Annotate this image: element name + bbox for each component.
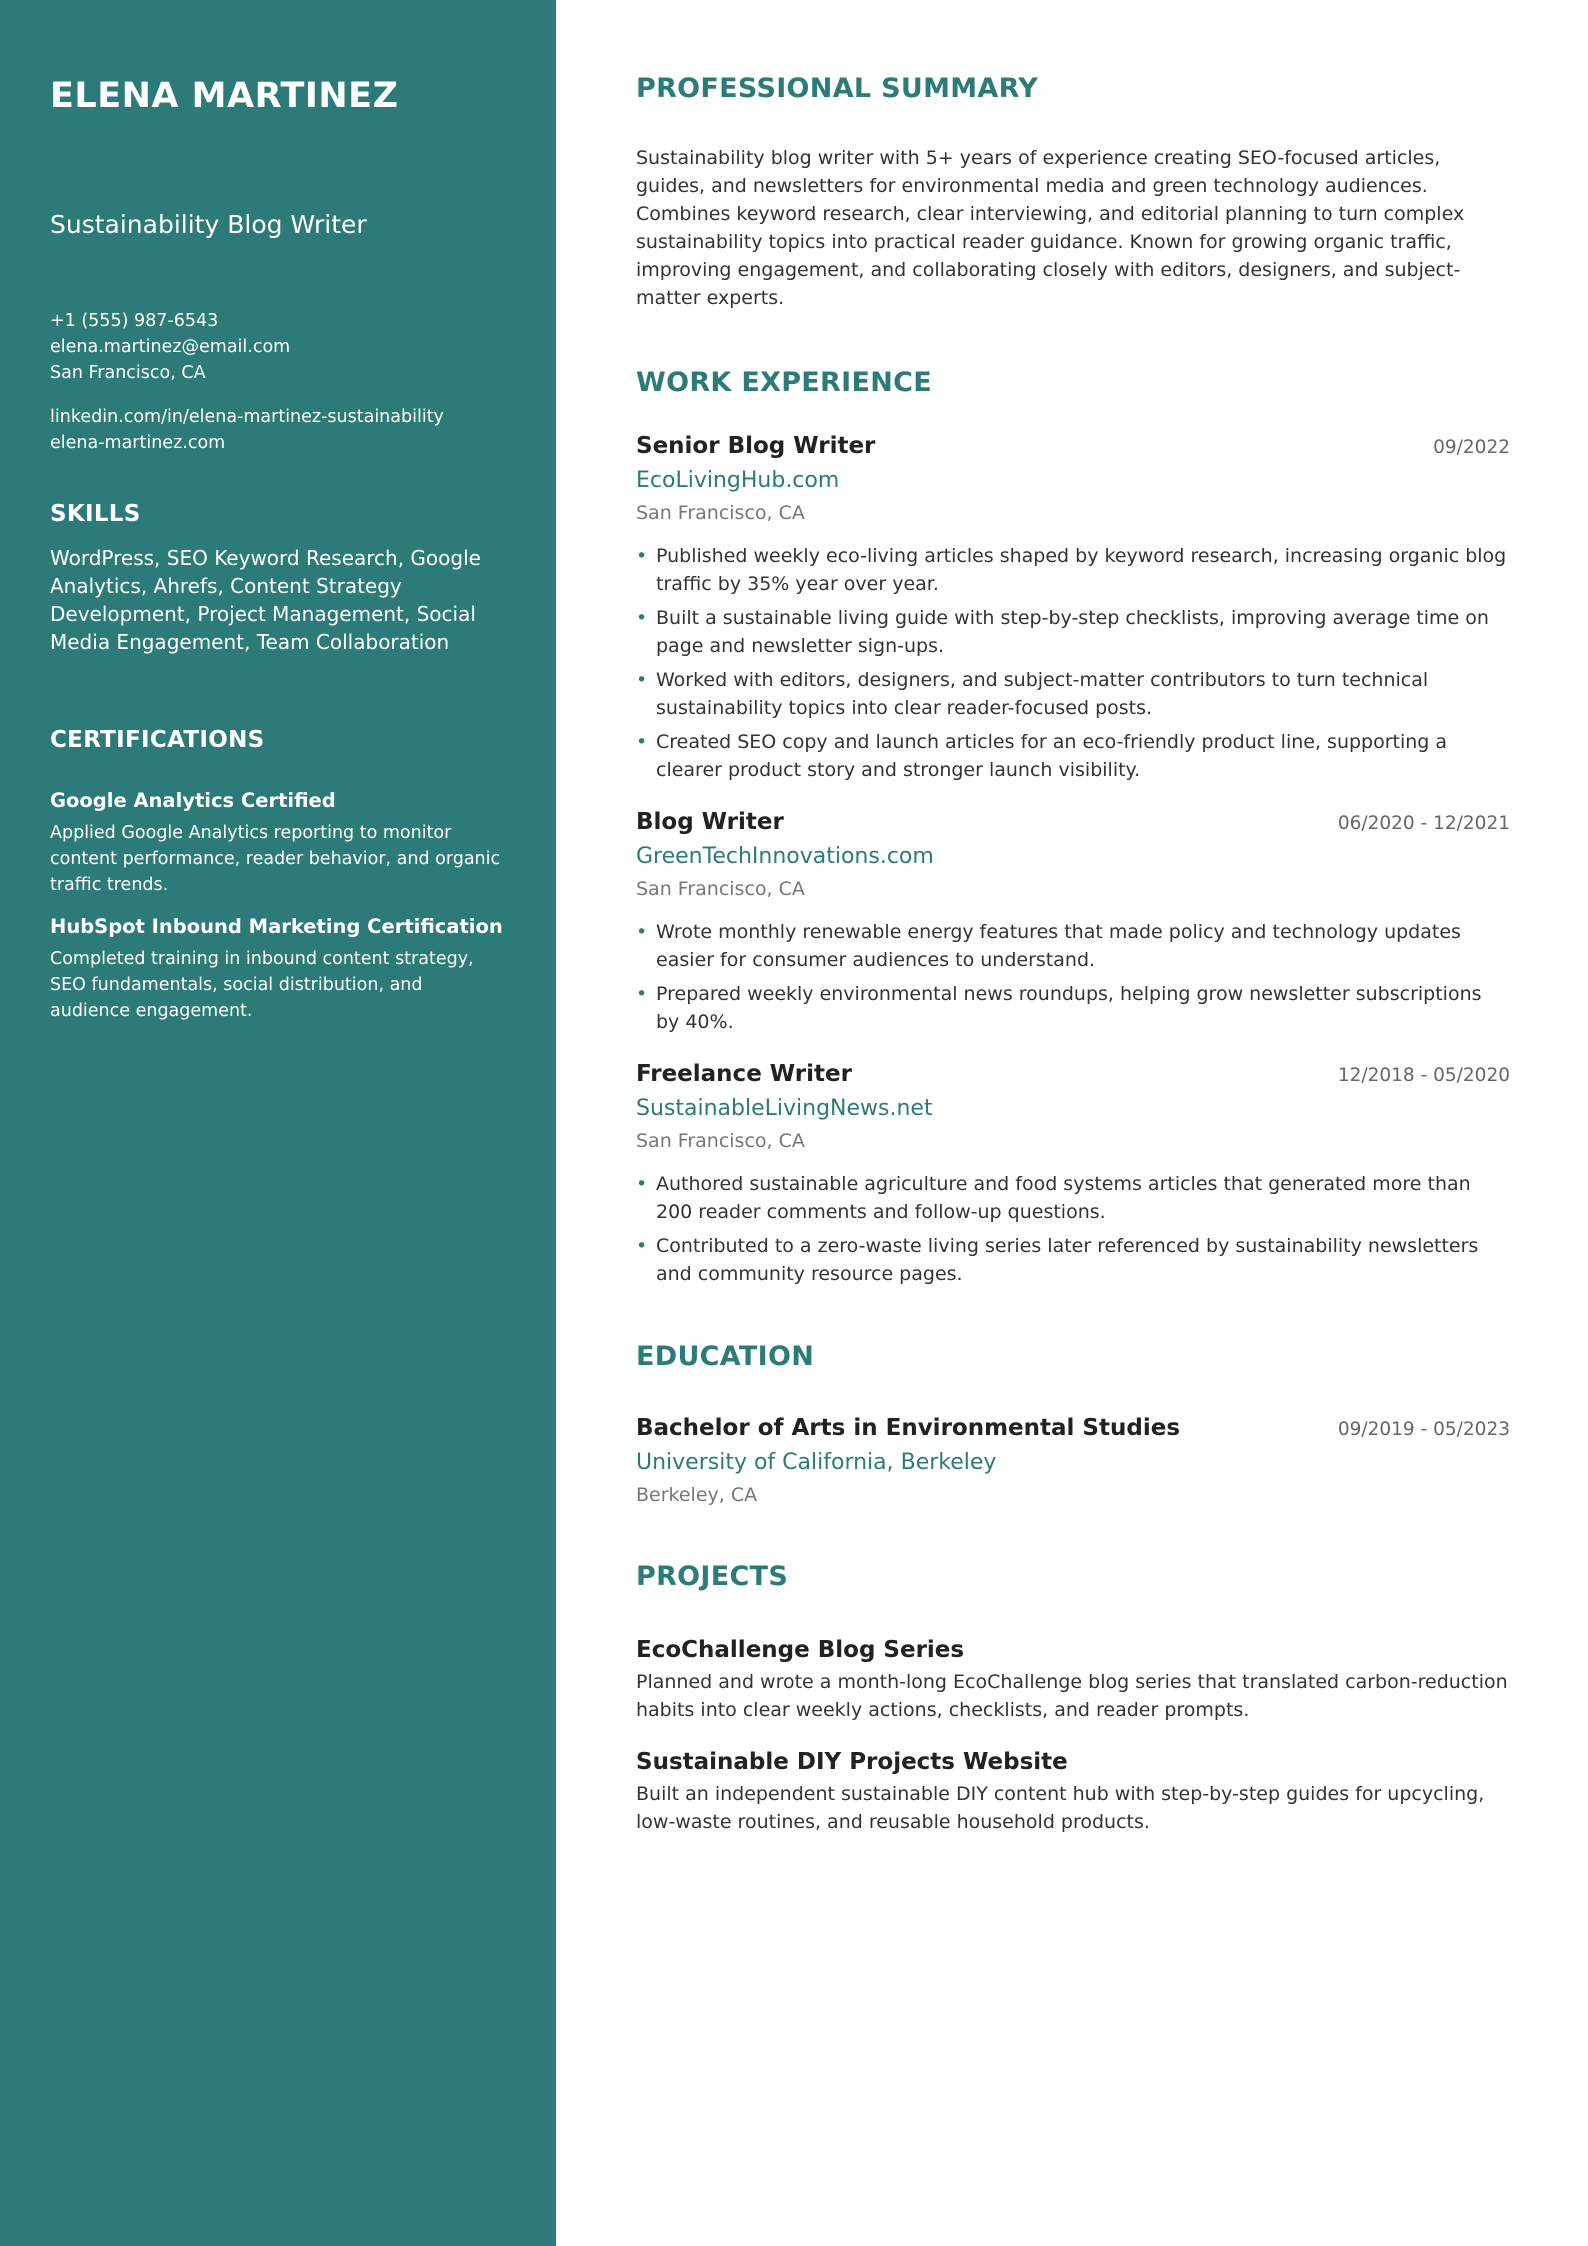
job-bullet-text: Built a sustainable living guide with step-by-step checklists, improving average time on page and newsletter sign-ups. bbox=[656, 607, 1489, 657]
job-bullet bbox=[636, 980, 1510, 1036]
certifications-list bbox=[50, 788, 506, 1024]
degree-title: Bachelor of Arts in Environmental Studies bbox=[636, 1415, 1181, 1441]
job-title: Freelance Writer bbox=[636, 1061, 852, 1087]
job-bullet-text: Created SEO copy and launch articles for an eco-friendly product line, supporting a clearer product story and stronger launch visibility. bbox=[656, 731, 1448, 781]
job-header bbox=[636, 430, 1510, 462]
bullet-dot-icon: • bbox=[636, 545, 648, 567]
education-entry bbox=[636, 1412, 1510, 1508]
contact-block bbox=[50, 308, 506, 386]
certification-title: HubSpot Inbound Marketing Certification bbox=[50, 915, 503, 938]
linkedin-link[interactable]: linkedin.com/in/elena-martinez-sustainability bbox=[50, 407, 444, 427]
job-bullets bbox=[636, 1170, 1510, 1288]
job-bullet-text: Wrote monthly renewable energy features that made policy and technology updates easier for consumer audiences to understand. bbox=[656, 921, 1461, 971]
job-header bbox=[636, 1058, 1510, 1090]
bullet-dot-icon: • bbox=[636, 731, 648, 753]
job-bullet bbox=[636, 542, 1510, 598]
job-bullet bbox=[636, 1232, 1510, 1288]
projects-list bbox=[636, 1634, 1510, 1836]
candidate-role: Sustainability Blog Writer bbox=[50, 210, 367, 239]
job-bullet bbox=[636, 1170, 1510, 1226]
job-company: SustainableLivingNews.net bbox=[636, 1096, 933, 1121]
phone-text: +1 (555) 987-6543 bbox=[50, 311, 219, 331]
bullet-dot-icon: • bbox=[636, 669, 648, 691]
job-bullet-text: Authored sustainable agriculture and food systems articles that generated more than 200 reader comments and follow-up questions. bbox=[656, 1173, 1471, 1223]
location-text: San Francisco, CA bbox=[50, 363, 206, 383]
certification-item bbox=[50, 788, 506, 898]
bullet-dot-icon: • bbox=[636, 983, 648, 1005]
job-date: 06/2020 - 12/2021 bbox=[1337, 813, 1510, 834]
main-content bbox=[556, 0, 1588, 2246]
job-bullet bbox=[636, 728, 1510, 784]
website-link[interactable]: elena-martinez.com bbox=[50, 433, 226, 453]
project-item bbox=[636, 1746, 1510, 1836]
project-item bbox=[636, 1634, 1510, 1724]
job-entry bbox=[636, 430, 1510, 784]
job-entry bbox=[636, 806, 1510, 1036]
job-company: GreenTechInnovations.com bbox=[636, 844, 934, 869]
job-date: 09/2022 bbox=[1433, 437, 1510, 458]
school-location: Berkeley, CA bbox=[636, 1484, 758, 1506]
school-name: University of California, Berkeley bbox=[636, 1450, 997, 1475]
certification-title: Google Analytics Certified bbox=[50, 789, 336, 812]
job-bullet-text: Contributed to a zero-waste living series later referenced by sustainability newsletters and community resource pages. bbox=[656, 1235, 1479, 1285]
job-bullet-text: Published weekly eco-living articles shaped by keyword research, increasing organic blog traffic by 35% year over year. bbox=[656, 545, 1507, 595]
job-bullet bbox=[636, 666, 1510, 722]
project-description: Built an independent sustainable DIY content hub with step-by-step guides for upcycling, low-waste routines, and reusable household products. bbox=[636, 1783, 1485, 1833]
experience-heading: WORK EXPERIENCE bbox=[636, 367, 932, 398]
skills-heading: SKILLS bbox=[50, 501, 141, 527]
job-bullet bbox=[636, 918, 1510, 974]
job-header bbox=[636, 806, 1510, 838]
job-bullet bbox=[636, 604, 1510, 660]
job-bullets bbox=[636, 542, 1510, 784]
job-bullet-text: Worked with editors, designers, and subject-matter contributors to turn technical sustainability topics into clear reader-focused posts. bbox=[656, 669, 1429, 719]
bullet-dot-icon: • bbox=[636, 1173, 648, 1195]
links-block bbox=[50, 404, 506, 456]
job-bullet-text: Prepared weekly environmental news roundups, helping grow newsletter subscriptions by 40%. bbox=[656, 983, 1482, 1033]
skills-text: WordPress, SEO Keyword Research, Google Analytics, Ahrefs, Content Strategy Development, Project Management, Social Media Engagement, Team Collaboration bbox=[50, 546, 481, 654]
job-title: Blog Writer bbox=[636, 809, 784, 835]
email-text: elena.martinez@email.com bbox=[50, 337, 291, 357]
job-date: 12/2018 - 05/2020 bbox=[1337, 1065, 1510, 1086]
candidate-name: ELENA MARTINEZ bbox=[50, 76, 399, 116]
education-heading: EDUCATION bbox=[636, 1341, 815, 1372]
certification-item bbox=[50, 914, 506, 1024]
project-description: Planned and wrote a month-long EcoChallenge blog series that translated carbon-reduction habits into clear weekly actions, checklists, and reader prompts. bbox=[636, 1671, 1508, 1721]
job-title: Senior Blog Writer bbox=[636, 433, 876, 459]
project-title: EcoChallenge Blog Series bbox=[636, 1637, 965, 1663]
job-company: EcoLivingHub.com bbox=[636, 468, 840, 493]
certifications-heading: CERTIFICATIONS bbox=[50, 727, 265, 753]
job-location: San Francisco, CA bbox=[636, 1130, 805, 1152]
bullet-dot-icon: • bbox=[636, 1235, 648, 1257]
sidebar bbox=[0, 0, 556, 2246]
projects-heading: PROJECTS bbox=[636, 1561, 789, 1592]
certification-description: Completed training in inbound content strategy, SEO fundamentals, social distribution, and audience engagement. bbox=[50, 949, 474, 1021]
bullet-dot-icon: • bbox=[636, 607, 648, 629]
education-header bbox=[636, 1412, 1510, 1444]
job-bullets bbox=[636, 918, 1510, 1036]
job-location: San Francisco, CA bbox=[636, 502, 805, 524]
summary-text: Sustainability blog writer with 5+ years of experience creating SEO-focused articles, guides, and newsletters for environmental media and green technology audiences. Combines keyword research, clear interviewing, and editorial planning to turn complex sustainability topics into practical reader guidance. Known for growing organic traffic, improving engagement, and collaborating closely with editors, designers, and subject-matter experts. bbox=[636, 147, 1465, 309]
job-entry bbox=[636, 1058, 1510, 1288]
bullet-dot-icon: • bbox=[636, 921, 648, 943]
project-title: Sustainable DIY Projects Website bbox=[636, 1749, 1068, 1775]
education-date: 09/2019 - 05/2023 bbox=[1337, 1419, 1510, 1440]
certification-description: Applied Google Analytics reporting to monitor content performance, reader behavior, and organic traffic trends. bbox=[50, 823, 501, 895]
jobs-list bbox=[636, 430, 1510, 1288]
summary-heading: PROFESSIONAL SUMMARY bbox=[636, 73, 1039, 104]
job-location: San Francisco, CA bbox=[636, 878, 805, 900]
